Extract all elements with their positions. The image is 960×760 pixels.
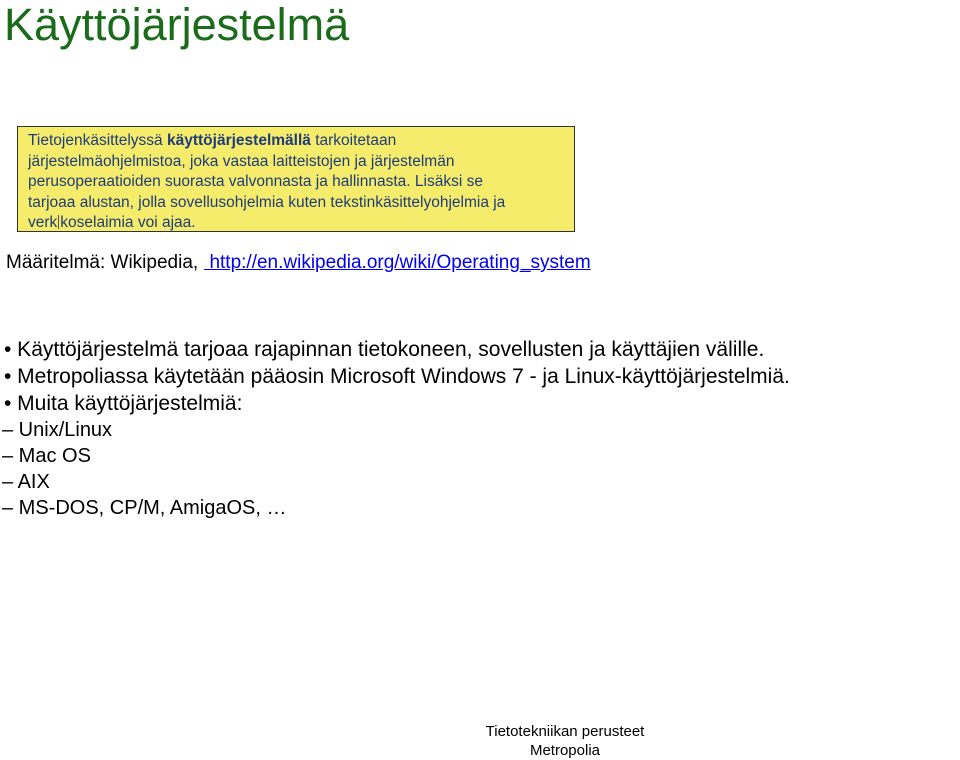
footer-course: Tietotekniikan perusteet (485, 723, 645, 740)
sub-item: – Mac OS (2, 445, 91, 467)
quote-line-2: järjestelmäohjelmistoa, joka vastaa laitteistojen ja järjestelmän (28, 152, 455, 170)
definition-source (6, 251, 591, 275)
definition-quote-box (17, 126, 575, 232)
definition-label: Määritelmä: Wikipedia, (6, 252, 199, 273)
wikipedia-link[interactable]: http://en.wikipedia.org/wiki/Operating_system (204, 252, 591, 273)
page-title: Käyttöjärjestelmä (4, 0, 350, 50)
sub-item: – MS-DOS, CP/M, AmigaOS, … (2, 497, 287, 519)
quote-line-3: perusoperaatioiden suorasta valvonnasta ja hallinnasta. Lisäksi se (28, 173, 483, 190)
sub-item: – Unix/Linux (2, 419, 113, 441)
bullet-item: • Muita käyttöjärjestelmiä: (4, 392, 243, 415)
quote-line-5: verk koselaimia voi ajaa. (28, 214, 196, 231)
quote-line-4: tarjoaa alustan, jolla sovellusohjelmia kuten tekstinkäsittelyohjelmia ja (28, 193, 506, 211)
bullet-item: • Käyttöjärjestelmä tarjoaa rajapinnan tietokoneen, sovellusten ja käyttäjien välille. (4, 338, 765, 361)
bullet-item: • Metropoliassa käytetään pääosin Microsoft Windows 7 - ja Linux-käyttöjärjestelmiä. (4, 365, 790, 388)
quote-line-1: Tietojenkäsittelyssä käyttöjärjestelmällä tarkoitetaan (28, 132, 397, 149)
bullet-list (0, 336, 960, 521)
quote-emphasis: käyttöjärjestelmällä (167, 132, 311, 149)
sub-item: – AIX (2, 471, 50, 493)
footer-org: Metropolia (529, 742, 601, 759)
footer (470, 722, 660, 760)
